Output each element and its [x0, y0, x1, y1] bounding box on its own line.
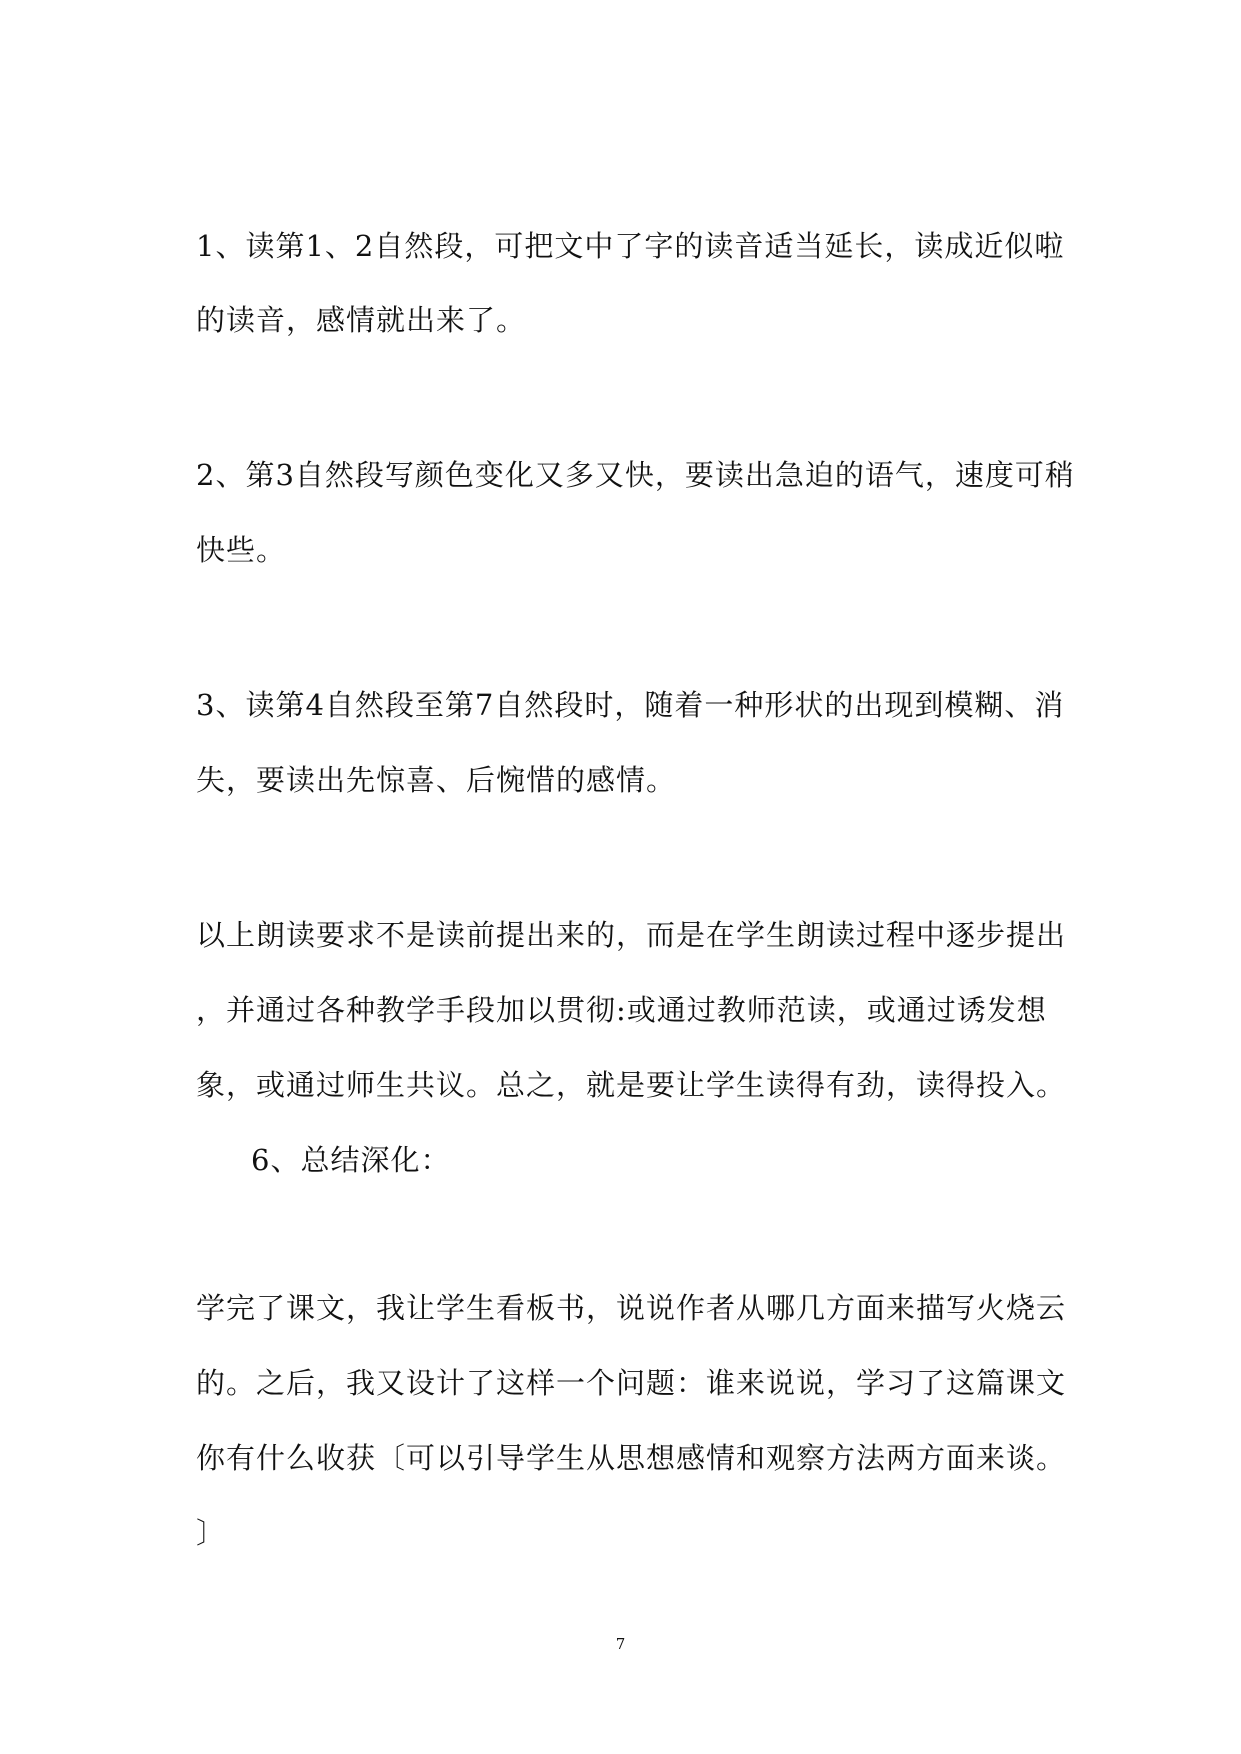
paragraph-line: 象，或通过师生共议。总之，就是要让学生读得有劲，读得投入。 — [196, 1068, 1067, 1102]
paragraph-line: 失，要读出先惊喜、后惋惜的感情。 — [196, 763, 677, 797]
paragraph-line: 你有什么收获〔可以引导学生从思想感情和观察方法两方面来谈。 — [196, 1441, 1067, 1475]
paragraph-line: 3、读第4自然段至第7自然段时，随着一种形状的出现到模糊、消 — [196, 688, 1065, 722]
paragraph-line: 的读音，感情就出来了。 — [196, 303, 527, 337]
paragraph-line: 〕 — [196, 1516, 227, 1550]
paragraph-line: 2、第3自然段写颜色变化又多又快，要读出急迫的语气，速度可稍 — [196, 458, 1075, 492]
paragraph-line: 的。之后，我又设计了这样一个问题：谁来说说，学习了这篇课文 — [196, 1366, 1067, 1400]
page-number: 7 — [615, 1635, 626, 1653]
paragraph-line: ，并通过各种教学手段加以贯彻:或通过教师范读，或通过诱发想 — [196, 993, 1047, 1027]
paragraph-line: 快些。 — [196, 533, 287, 567]
paragraph-line: 以上朗读要求不是读前提出来的，而是在学生朗读过程中逐步提出 — [196, 918, 1067, 952]
paragraph-line: 1、读第1、2自然段，可把文中了字的读音适当延长，读成近似啦 — [196, 229, 1065, 263]
paragraph-line: 学完了课文，我让学生看板书，说说作者从哪几方面来描写火烧云 — [196, 1291, 1067, 1325]
heading-line: 6、总结深化： — [251, 1143, 451, 1177]
